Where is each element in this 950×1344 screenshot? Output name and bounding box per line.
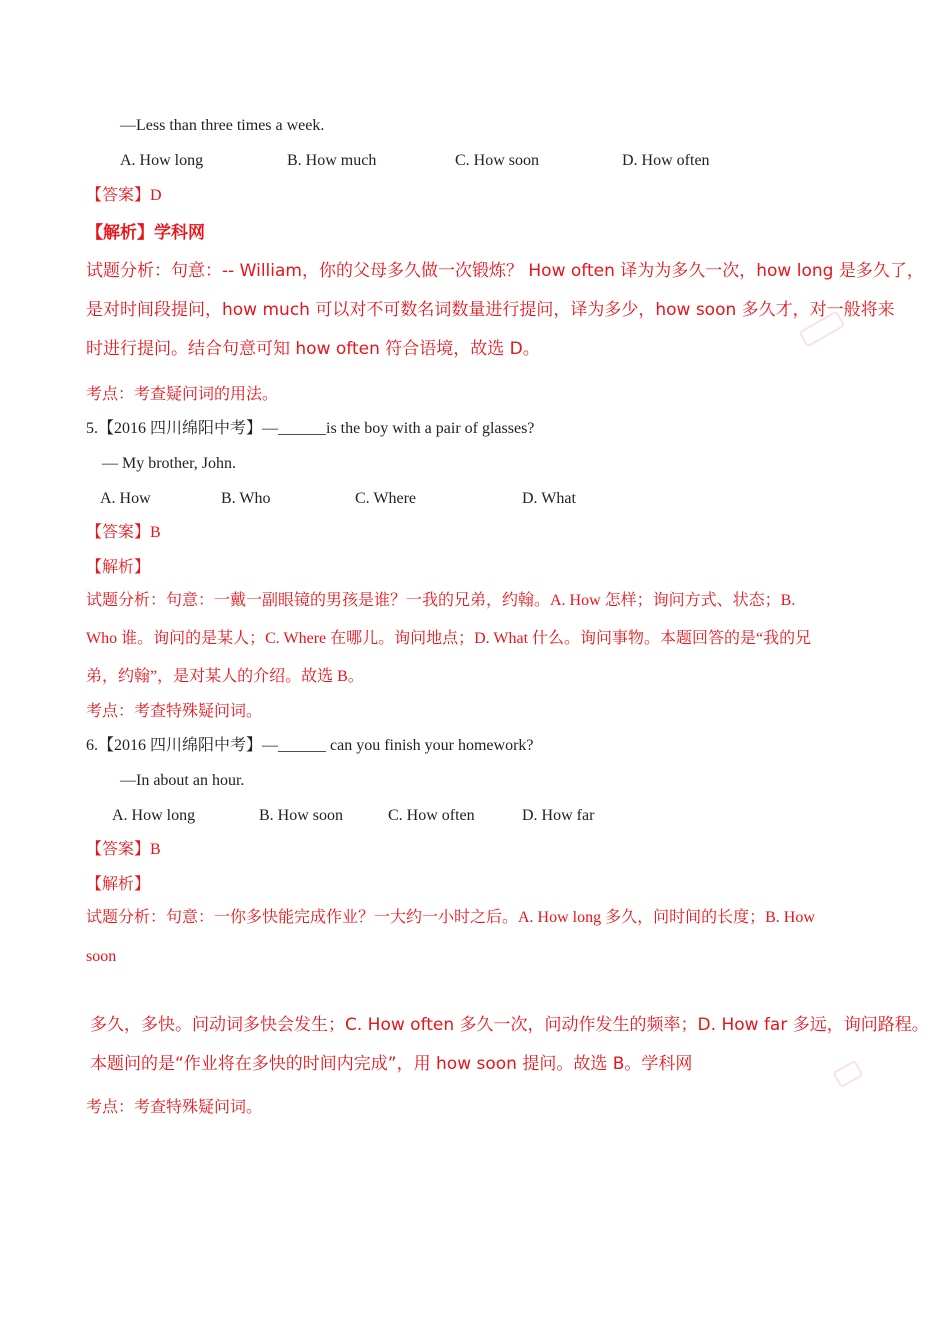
watermark-mark-2 xyxy=(832,1060,864,1089)
q4-option-d: D. How often xyxy=(622,152,710,169)
q5-option-a: A. How xyxy=(100,490,151,507)
q5-option-d: D. What xyxy=(522,490,576,507)
q6-option-a: A. How long xyxy=(112,807,196,824)
q5-analysis-label: 【解析】 xyxy=(86,559,151,576)
q5-stem: 5.【2016 四川绵阳中考】—______is the boy with a pair of glasses? xyxy=(86,420,535,437)
q5-option-b: B. Who xyxy=(221,490,271,507)
q5-analysis-line-2: Who 谁。询问的是某人；C. Where 在哪儿。询问地点；D. What 什么。询问事物。本题回答的是“我的兄 xyxy=(86,630,812,647)
q5-reply: — My brother, John. xyxy=(102,455,237,472)
q5-analysis-line-1: 试题分析：句意：一戴一副眼镜的男孩是谁？一我的兄弟，约翰。A. How 怎样；询问方式、状态；B. xyxy=(86,592,796,609)
q5-analysis-line-3: 弟，约翰”，是对某人的介绍。故选 B。 xyxy=(86,668,364,685)
q6-option-c: C. How often xyxy=(388,807,475,824)
q6-reply: —In about an hour. xyxy=(120,772,245,789)
q5-answer: 【答案】B xyxy=(86,524,161,541)
q6-option-b: B. How soon xyxy=(259,807,344,824)
q6-answer: 【答案】B xyxy=(86,841,161,858)
q4-option-b: B. How much xyxy=(287,152,377,169)
q4-answer: 【答案】D xyxy=(86,187,162,204)
q6-kaodian: 考点：考查特殊疑问词。 xyxy=(86,1099,263,1116)
q4-option-a: A. How long xyxy=(120,152,204,169)
q6-analysis-label: 【解析】 xyxy=(86,876,151,893)
q6-extra-line-1: 多久，多快。问动词多快会发生；C. How often 多久一次，问动作发生的频率；D. How far 多远，询问路程。 xyxy=(90,1015,929,1035)
q4-analysis-label: 【解析】学科网 xyxy=(86,223,205,243)
q5-option-c: C. Where xyxy=(355,490,417,507)
q4-analysis-line-3: 时进行提问。结合句意可知 how often 符合语境，故选 D。 xyxy=(86,339,540,359)
q4-analysis-line-2: 是对时间段提问，how much 可以对不可数名词数量进行提问，译为多少，how soon 多久才，对一般将来 xyxy=(86,300,895,320)
q4-option-c: C. How soon xyxy=(455,152,540,169)
q6-analysis-line-1: 试题分析：句意：一你多快能完成作业？一大约一小时之后。A. How long 多久，问时间的长度；B. How xyxy=(86,909,815,926)
q4-reply: —Less than three times a week. xyxy=(120,117,325,134)
q6-analysis-line-2: soon xyxy=(86,948,117,965)
q6-option-d: D. How far xyxy=(522,807,595,824)
q4-kaodian: 考点：考查疑问词的用法。 xyxy=(86,386,279,403)
q6-extra-line-2: 本题问的是“作业将在多快的时间内完成”，用 how soon 提问。故选 B。学科网 xyxy=(90,1054,693,1074)
q6-stem: 6.【2016 四川绵阳中考】—______ can you finish your homework? xyxy=(86,737,534,754)
q5-kaodian: 考点：考查特殊疑问词。 xyxy=(86,703,263,720)
q4-analysis-line-1: 试题分析：句意：-- William，你的父母多久做一次锻炼？ How often 译为为多久一次，how long 是多久了， xyxy=(86,261,924,281)
